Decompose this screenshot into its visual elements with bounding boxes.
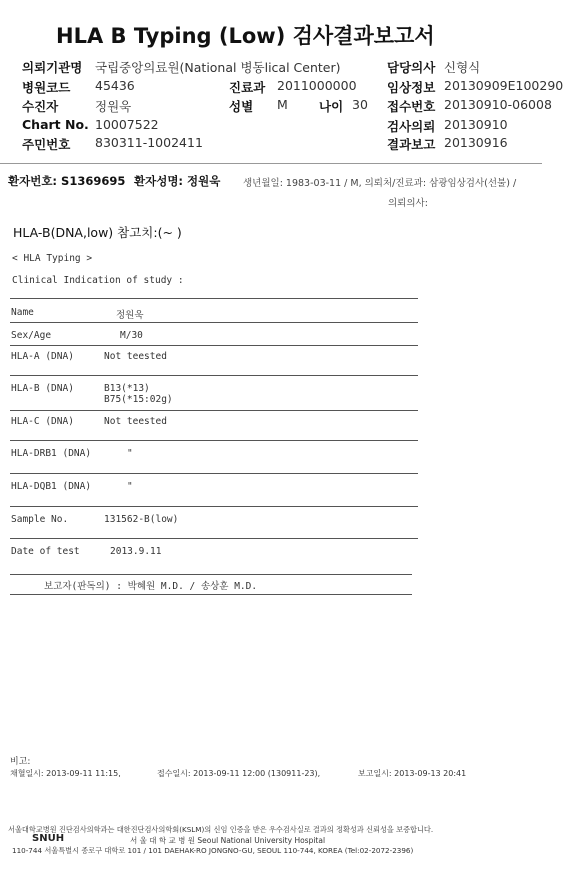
received-datetime: 접수일시: 2013-09-11 12:00 (130911-23), <box>157 769 321 778</box>
header-label-age: 나이 <box>319 99 344 114</box>
result-value-sex-age: M/30 <box>120 330 143 341</box>
row-divider <box>10 345 418 346</box>
header-label-doctor: 담당의사 <box>387 60 436 75</box>
result-label-hla-drb1: HLA-DRB1 (DNA) <box>11 448 92 459</box>
row-divider <box>10 375 418 376</box>
hospital-name: 서 울 대 학 교 병 원 Seoul National University Hospital <box>130 836 326 845</box>
row-divider <box>10 410 418 411</box>
result-label-hla-b: HLA-B (DNA) <box>11 383 74 394</box>
result-label-name: Name <box>11 307 34 318</box>
row-divider <box>10 538 418 539</box>
row-divider <box>10 574 412 575</box>
header-value-doctor: 신형식 <box>444 60 481 75</box>
header-label-hospital-code: 병원코드 <box>22 80 71 95</box>
header-label-department: 진료과 <box>229 80 266 95</box>
row-divider <box>10 506 418 507</box>
result-label-sample-no: Sample No. <box>11 514 69 525</box>
row-divider <box>10 322 418 323</box>
clinical-indication: Clinical Indication of study : <box>12 275 184 286</box>
reported-datetime: 보고일시: 2013-09-13 20:41 <box>358 769 467 778</box>
result-value-hla-dqb1: " <box>127 481 133 492</box>
row-divider <box>10 473 418 474</box>
header-label-institution: 의뢰기관명 <box>22 60 83 75</box>
patient-name: 환자성명: 정원욱 <box>134 174 221 188</box>
header-value-report-date: 20130916 <box>444 135 508 150</box>
result-value-hla-drb1: " <box>127 448 133 459</box>
header-label-resident-no: 주민번호 <box>22 137 71 152</box>
result-label-date-of-test: Date of test <box>11 546 80 557</box>
header-value-resident-no: 830311-1002411 <box>95 135 203 150</box>
header-label-request-date: 검사의뢰 <box>387 119 436 134</box>
header-value-accession: 20130910-06008 <box>444 97 552 112</box>
header-value-sex: M <box>277 97 288 112</box>
requesting-doctor: 의뢰의사: <box>388 198 428 209</box>
header-label-accession: 접수번호 <box>387 99 436 114</box>
result-label-hla-c: HLA-C (DNA) <box>11 416 74 427</box>
header-label-sex: 성별 <box>229 99 254 114</box>
patient-details: 생년월일: 1983-03-11 / M, 의뢰처/진료과: 삼광임상검사(선불) / <box>243 178 517 189</box>
result-heading: HLA-B(DNA,low) 참고치:(~ ) <box>13 225 182 240</box>
row-divider <box>10 594 412 595</box>
header-label-chart: Chart No. <box>22 117 89 132</box>
header-value-hospital-code: 45436 <box>95 78 135 93</box>
header-value-request-date: 20130910 <box>444 117 508 132</box>
row-divider <box>10 298 418 299</box>
snuh-logo: SNUH <box>32 833 65 844</box>
header-label-clinical-info: 임상정보 <box>387 80 436 95</box>
result-label-sex-age: Sex/Age <box>11 330 52 341</box>
certification-notice: 서울대학교병원 진단검사의학과는 대한진단검사의학회(KSLM)의 신임 인증을 받은 우수검사실로 결과의 정확성과 신뢰성을 보증합니다. <box>8 825 434 834</box>
header-label-report-date: 결과보고 <box>387 137 436 152</box>
hla-typing-label: < HLA Typing > <box>12 253 93 264</box>
header-value-institution: 국립중앙의료원(National 병동lical Center) <box>95 60 341 75</box>
header-label-patient: 수진자 <box>22 99 59 114</box>
result-label-hla-a: HLA-A (DNA) <box>11 351 74 362</box>
collected-datetime: 채혈일시: 2013-09-11 11:15, <box>10 769 121 778</box>
remarks-label: 비고: <box>10 757 31 767</box>
result-value-hla-a: Not teested <box>104 351 167 362</box>
result-value-sample-no: 131562-B(low) <box>104 514 179 525</box>
report-title: HLA B Typing (Low) 검사결과보고서 <box>56 24 435 48</box>
header-value-patient: 정원욱 <box>95 99 132 114</box>
result-value-hla-b-2: B75(*15:02g) <box>104 394 173 405</box>
header-value-clinical-info: 20130909E100290 <box>444 78 563 93</box>
result-value-hla-b-1: B13(*13) <box>104 383 150 394</box>
header-value-department: 2011000000 <box>277 78 357 93</box>
result-value-hla-c: Not teested <box>104 416 167 427</box>
header-value-age: 30 <box>352 97 368 112</box>
patient-number: 환자번호: S1369695 <box>8 174 126 188</box>
reporter-line: 보고자(판독의) : 박혜원 M.D. / 송상훈 M.D. <box>44 581 258 592</box>
row-divider <box>10 440 418 441</box>
header-value-chart: 10007522 <box>95 117 159 132</box>
hospital-address: 110-744 서울특별시 종로구 대학로 101 / 101 DAEHAK-RO JONGNO-GU, SEOUL 110-744, KOREA (Tel:02-2072-2396) <box>12 846 414 855</box>
result-label-hla-dqb1: HLA-DQB1 (DNA) <box>11 481 92 492</box>
result-value-date-of-test: 2013.9.11 <box>110 546 162 557</box>
result-value-name: 정원욱 <box>116 310 144 321</box>
header-divider <box>0 163 542 164</box>
